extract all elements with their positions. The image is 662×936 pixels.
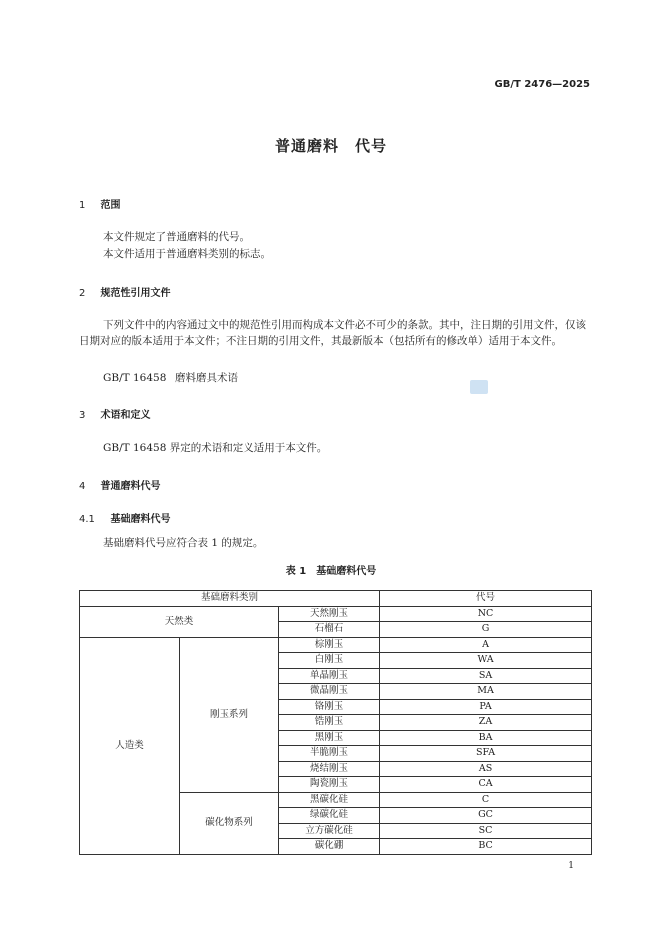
abrasive-name: 棕刚玉 [279,637,380,653]
abrasive-code: WA [380,653,592,669]
abrasive-name: 绿碳化硅 [279,808,380,824]
column-header-category: 基础磨料类别 [80,591,380,607]
section-number: 1 [79,200,86,211]
table-caption: 表 1 基础磨料代号 [285,566,377,577]
table-row [80,591,592,607]
section-2-heading [79,284,170,299]
section-number: 3 [79,410,86,421]
abrasive-code: BC [380,839,592,855]
series-corundum: 刚玉系列 [180,637,279,792]
column-header-code: 代号 [380,591,592,607]
standard-number: GB/T 2476—2025 [494,79,590,90]
abrasive-code: BA [380,730,592,746]
abrasive-code: PA [380,699,592,715]
section-number: 2 [79,288,86,299]
section-3-heading [79,406,150,421]
abrasive-name: 烧结刚玉 [279,761,380,777]
paragraph: 下列文件中的内容通过文中的规范性引用而构成本文件必不可少的条款。其中，注日期的引用文件，仅该日期对应的版本适用于本文件；不注日期的引用文件，其最新版本（包括所有的修改单）适用于本文件。 [79,319,586,347]
section-4-heading [79,477,160,492]
abrasive-name: 黑碳化硅 [279,792,380,808]
abrasive-code: CA [380,777,592,793]
abrasive-code: MA [380,684,592,700]
abrasive-code: NC [380,606,592,622]
subsection-4-1-heading [79,510,170,525]
abrasive-code: C [380,792,592,808]
abrasive-code: SFA [380,746,592,762]
abrasive-name: 锆刚玉 [279,715,380,731]
abrasive-code: G [380,622,592,638]
abrasive-name: 黑刚玉 [279,730,380,746]
abrasive-name: 立方碳化硅 [279,823,380,839]
abrasive-name: 单晶刚玉 [279,668,380,684]
abrasive-code: ZA [380,715,592,731]
watermark-logo [470,380,488,394]
reference-title: 磨料磨具术语 [175,372,238,384]
table-row [80,606,592,622]
section-title: 规范性引用文件 [100,288,171,299]
paragraph: 基础磨料代号应符合表 1 的规定。 [103,537,264,549]
section-title: 术语和定义 [100,410,151,421]
abrasive-name: 铬刚玉 [279,699,380,715]
normative-reference [103,370,238,385]
abrasive-name: 天然刚玉 [279,606,380,622]
section-number: 4.1 [79,514,95,525]
section-title: 范围 [100,200,121,211]
category-natural: 天然类 [80,606,279,637]
reference-code: GB/T 16458 [103,372,167,384]
abrasive-name: 微晶刚玉 [279,684,380,700]
paragraph: 本文件适用于普通磨料类别的标志。 [103,248,271,260]
section-1-heading [79,196,120,211]
abrasive-name: 碳化硼 [279,839,380,855]
abrasive-code: AS [380,761,592,777]
abrasive-code: SC [380,823,592,839]
abrasive-name: 陶瓷刚玉 [279,777,380,793]
document-title: 普通磨料 代号 [274,137,387,155]
section-number: 4 [79,481,86,492]
table-row [80,637,592,653]
abrasive-name: 白刚玉 [279,653,380,669]
section-title: 基础磨料代号 [110,514,171,525]
paragraph: 本文件规定了普通磨料的代号。 [103,231,250,243]
section-title: 普通磨料代号 [100,481,161,492]
abrasive-name: 石榴石 [279,622,380,638]
category-artificial: 人造类 [80,637,180,854]
abrasive-code: GC [380,808,592,824]
paragraph: GB/T 16458 界定的术语和定义适用于本文件。 [103,442,328,454]
abrasive-code: A [380,637,592,653]
series-carbide: 碳化物系列 [180,792,279,854]
abrasive-code: SA [380,668,592,684]
abrasive-code-table [79,590,592,855]
abrasive-name: 半脆刚玉 [279,746,380,762]
page-number: 1 [568,861,574,871]
